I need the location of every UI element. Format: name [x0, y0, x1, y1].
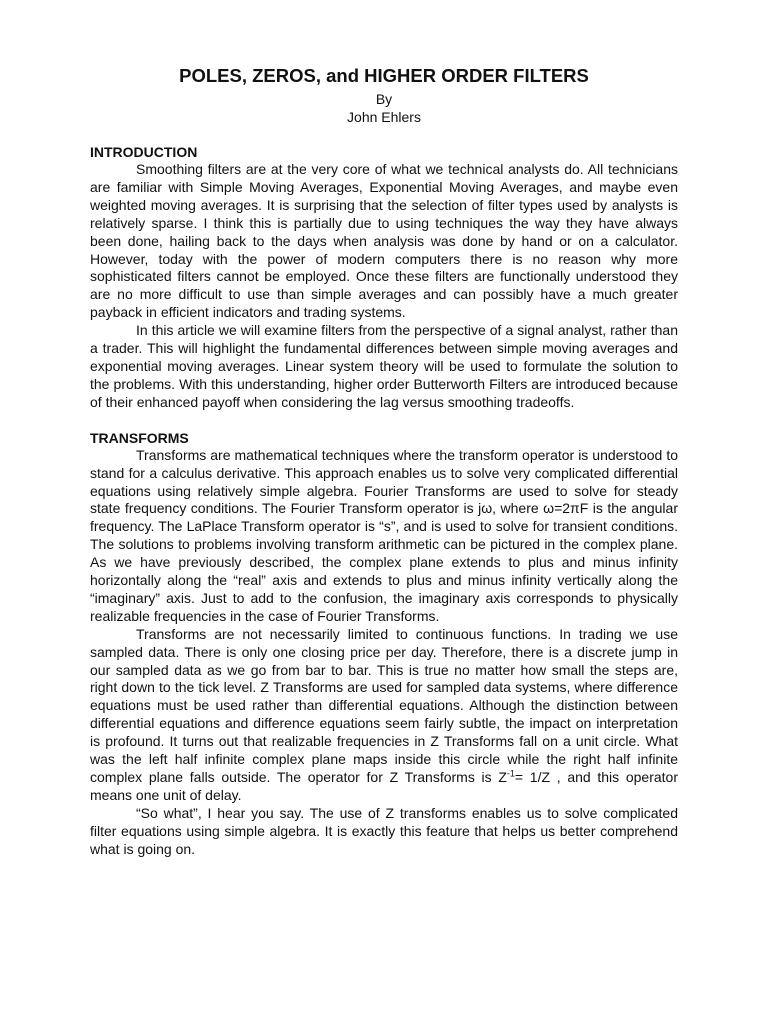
paragraph: Transforms are mathematical techniques where the transform operator is understood to stand for a calculus derivative. This approach enables us to solve very complicated differential equations using relatively simple algebra. Fourier Transforms are used to solve for steady state frequency conditions. The Fourier Transform operator is jω, where ω=2πF is the angular frequency. The LaPlace Transform operator is “s”, and is used to solve for transient conditions. The solutions to problems involving transform arithmetic can be pictured in the complex plane. As we have previously described, the complex plane extends to plus and minus infinity horizontally along the “real” axis and extends to plus and minus infinity vertically along the “imaginary” axis. Just to add to the confusion, the imaginary axis corresponds to physically realizable frequencies in the case of Fourier Transforms. [90, 446, 678, 624]
z-exponent: -1 [506, 768, 515, 779]
section-heading-introduction: INTRODUCTION [90, 144, 198, 160]
byline: By [375, 91, 393, 107]
paragraph-text: Transforms are not necessarily limited to continuous functions. In trading we use sampled data. There is only one closing price per day. Therefore, there is a discrete jump in our sampled data as we go from bar to bar. This is true no matter how small the steps are, right down to the tick level. Z Transforms are used for sampled data systems, where difference equations must be used rather than differential equations. Although the distinction between differential equations and difference equations seem fairly subtle, the impact on interpretation is profound. It turns out that realizable frequencies in Z Transforms fall on a unit circle. What was the left half infinite complex plane maps inside this circle while the right half infinite complex plane falls outside. The operator for Z Transforms is Z [90, 625, 678, 785]
paragraph: “So what”, I hear you say. The use of Z transforms enables us to solve complicated filter equations using simple algebra. It is exactly this feature that helps us better comprehend what is going on. [90, 804, 678, 857]
document-title: POLES, ZEROS, and HIGHER ORDER FILTERS [179, 65, 589, 86]
document-page [90, 64, 678, 859]
author-name: John Ehlers [347, 109, 421, 125]
section-introduction [90, 143, 678, 412]
paragraph-text-continued: = 1/Z , and this operator means one unit of delay. [90, 769, 679, 803]
section-heading-transforms: TRANSFORMS [90, 429, 189, 446]
paragraph-z-operator [90, 626, 678, 805]
paragraph: In this article we will examine filters from the perspective of a signal analyst, rather than a trader. This will highlight the fundamental differences between simple moving averages and exponential moving averages. Linear system theory will be used to formulate the solution to the problems. With this understanding, higher order Butterworth Filters are introduced because of their enhanced payoff when considering the lag versus smoothing tradeoffs. [90, 322, 678, 410]
paragraph: Smoothing filters are at the very core of what we technical analysts do. All technicians are familiar with Simple Moving Averages, Exponential Moving Averages, and maybe even weighted moving averages. It is surprising that the selection of filter types used by analysts is relatively sparse. I think this is partially due to using techniques the way they have always been done, hailing back to the days when analysis was done by hand or on a calculator. However, today with the power of modern computers there is no reason why more sophisticated filters cannot be employed. Once these filters are functionally understood they are no more difficult to use than simple averages and can possibly have a much greater payback in efficient indicators and trading systems. [90, 161, 678, 321]
section-transforms [90, 429, 678, 859]
